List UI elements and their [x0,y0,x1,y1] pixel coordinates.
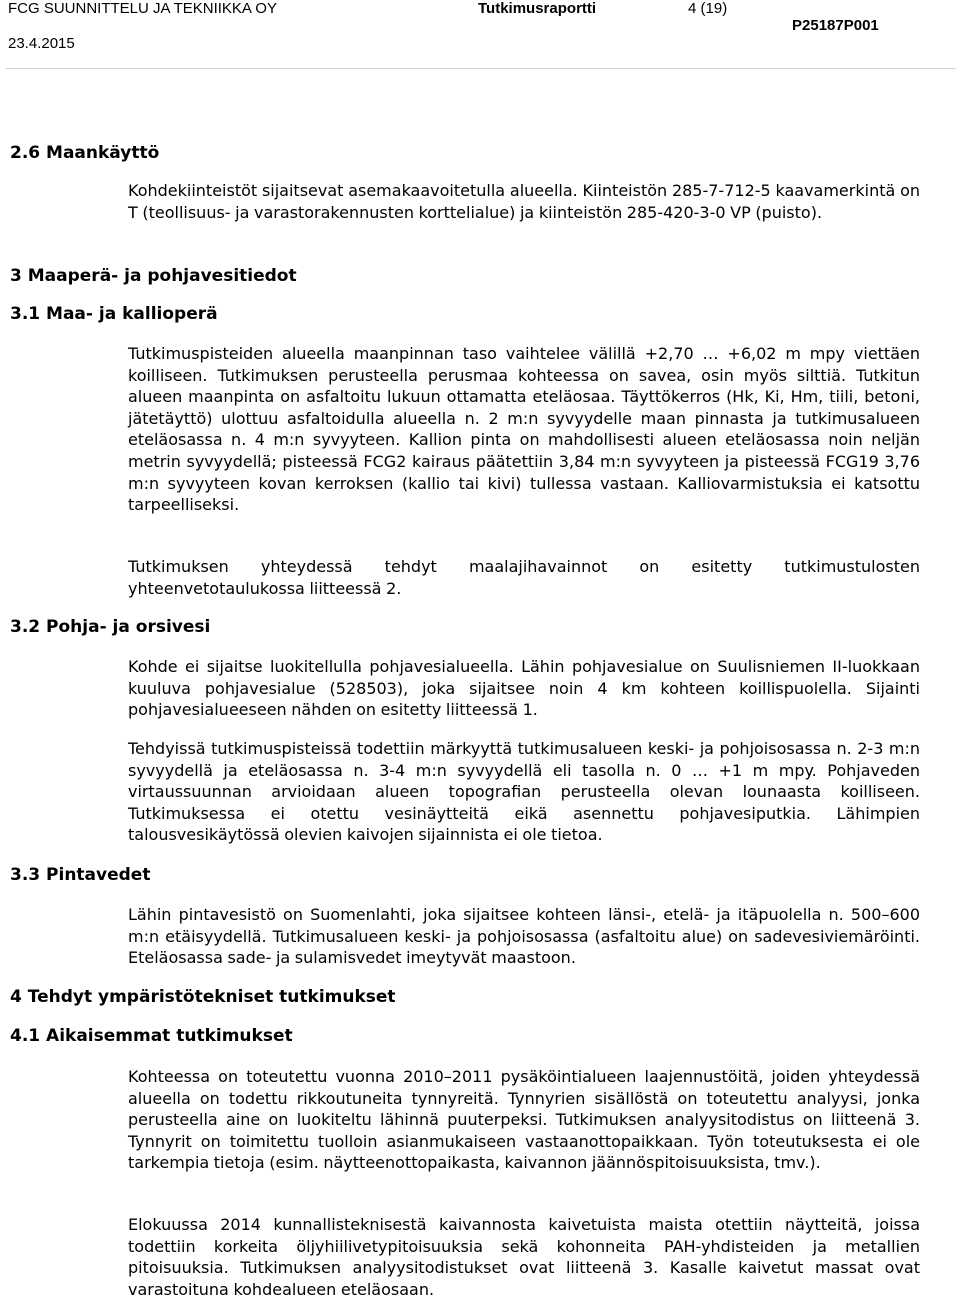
paragraph-4-1-august-2014: Elokuussa 2014 kunnallisteknisestä kaivannosta kaivetuista maista otettiin näytteitä, joissa todettiin korkeita öljyhiilivetypitoisuuksia sekä kohonneita PAH-yhdisteiden ja metallien pitoisuuksia. Tutkimuksen analyysitodistukset ovat liitteenä 3. Kasalle kaivetut massat ovat varastoituna kohdealueen eteläosaan. [128,1215,920,1299]
header-company: FCG SUUNNITTELU JA TEKNIIKKA OY [8,0,277,17]
paragraph-4-1-previous-studies: Kohteessa on toteutettu vuonna 2010–2011 pysäköintialueen laajennustöitä, joiden yhteydessä alueella on todettu rikkoutuneita tynnyreitä. Tynnyrien sisällöstä on toteutettu analyysi, jonka perusteella aine on luokiteltu lähinnä puuterpeksi. Tutkimuksen analyysitodistus on liitteenä 3. Tynnyrit on toimitettu tuolloin asianmukaiseen vastaanottopaikkaan. Työn toteutuksesta ei ole tarkempia tietoja (esim. näytteenottopaikasta, kaivannon jäännöspitoisuuksista, tmv.). [128,1067,920,1173]
header-page-number: 4 (19) [688,0,728,17]
paragraph-3-2-groundwater-area: Kohde ei sijaitse luokitellulla pohjavesialueella. Lähin pohjavesialue on Suulisniemen II-luokkaan kuuluva pohjavesialue (528503), joka sijaitsee noin 4 km kohteen koillispuolella. Sijainti pohjavesialueeseen nähden on esitetty liitteessä 1. [128,657,920,720]
heading-4-1: 4.1 Aikaisemmat tutkimukset [10,1026,293,1046]
heading-3-2: 3.2 Pohja- ja orsivesi [10,617,211,637]
heading-3-3: 3.3 Pintavedet [10,865,151,885]
heading-2-6: 2.6 Maankäyttö [10,143,160,163]
paragraph-3-1-observations: Tutkimuksen yhteydessä tehdyt maalajihavainnot on esitetty tutkimustulosten yhteenvetotaulukossa liitteessä 2. [128,557,920,598]
paragraph-3-3-surface-water: Lähin pintavesistö on Suomenlahti, joka sijaitsee kohteen länsi-, etelä- ja itäpuolella n. 500–600 m:n etäisyydellä. Tutkimusalueen keski- ja pohjoisosassa (asfaltoitu alue) on sadevesiviemäröinti. Eteläosassa sade- ja sulamisvedet imeytyvät maastoon. [128,905,920,968]
header-doc-type: Tutkimusraportti [478,0,597,17]
heading-3-1: 3.1 Maa- ja kallioperä [10,304,218,324]
paragraph-2-6-land-use: Kohdekiinteistöt sijaitsevat asemakaavoitetulla alueella. Kiinteistön 285-7-712-5 kaavamerkintä on T (teollisuus- ja varastorakennusten korttelialue) ja kiinteistön 285-420-3-0 VP (puisto). [128,181,920,222]
heading-4: 4 Tehdyt ympäristötekniset tutkimukset [10,987,396,1007]
header-date: 23.4.2015 [8,35,75,52]
heading-3: 3 Maaperä- ja pohjavesitiedot [10,266,297,286]
paragraph-3-1-soil: Tutkimuspisteiden alueella maanpinnan taso vaihtelee välillä +2,70 … +6,02 m mpy viettäen koilliseen. Tutkimuksen perusteella perusmaa kohteessa on savea, osin myös silttiä. Tutkitun alueen maanpinta on asfaltoitu lukuun ottamatta eteläosaa. Täyttökerros (Hk, Ki, Hm, tiili, betoni, jätetäyttö) ulottuu asfaltoidulla alueella n. 2 m:n syvyydelle maan pinnasta ja tutkimusalueen eteläosassa n. 4 m:n syvyyteen. Kallion pinta on mahdollisesti alueen eteläosassa noin neljän metrin syvyydellä; pisteessä FCG2 kairaus päätettiin 3,84 m:n syvyyteen ja pisteessä FCG19 3,76 m:n syvyyteen kovan kerroksen (kallio tai kivi) tullessa vastaan. Kalliovarmistuksia ei katsottu tarpeelliseksi. [128,344,920,515]
header-doc-code: P25187P001 [792,17,879,34]
header-divider [6,68,956,69]
paragraph-3-2-wetness: Tehdyissä tutkimuspisteissä todettiin märkyyttä tutkimusalueen keski- ja pohjoisosassa n. 2-3 m:n syvyydellä ja eteläosassa n. 3-4 m:n syvyydellä eli tasolla n. 0 … +1 m mpy. Pohjaveden virtaussuunnan arvioidaan alueen topografian perusteella olevan lounaasta koilliseen. Tutkimuksessa ei otettu vesinäytteitä eikä asennettu pohjavesiputkia. Lähimpien talousvesikäytössä olevien kaivojen sijainnista ei ole tietoa. [128,739,920,845]
